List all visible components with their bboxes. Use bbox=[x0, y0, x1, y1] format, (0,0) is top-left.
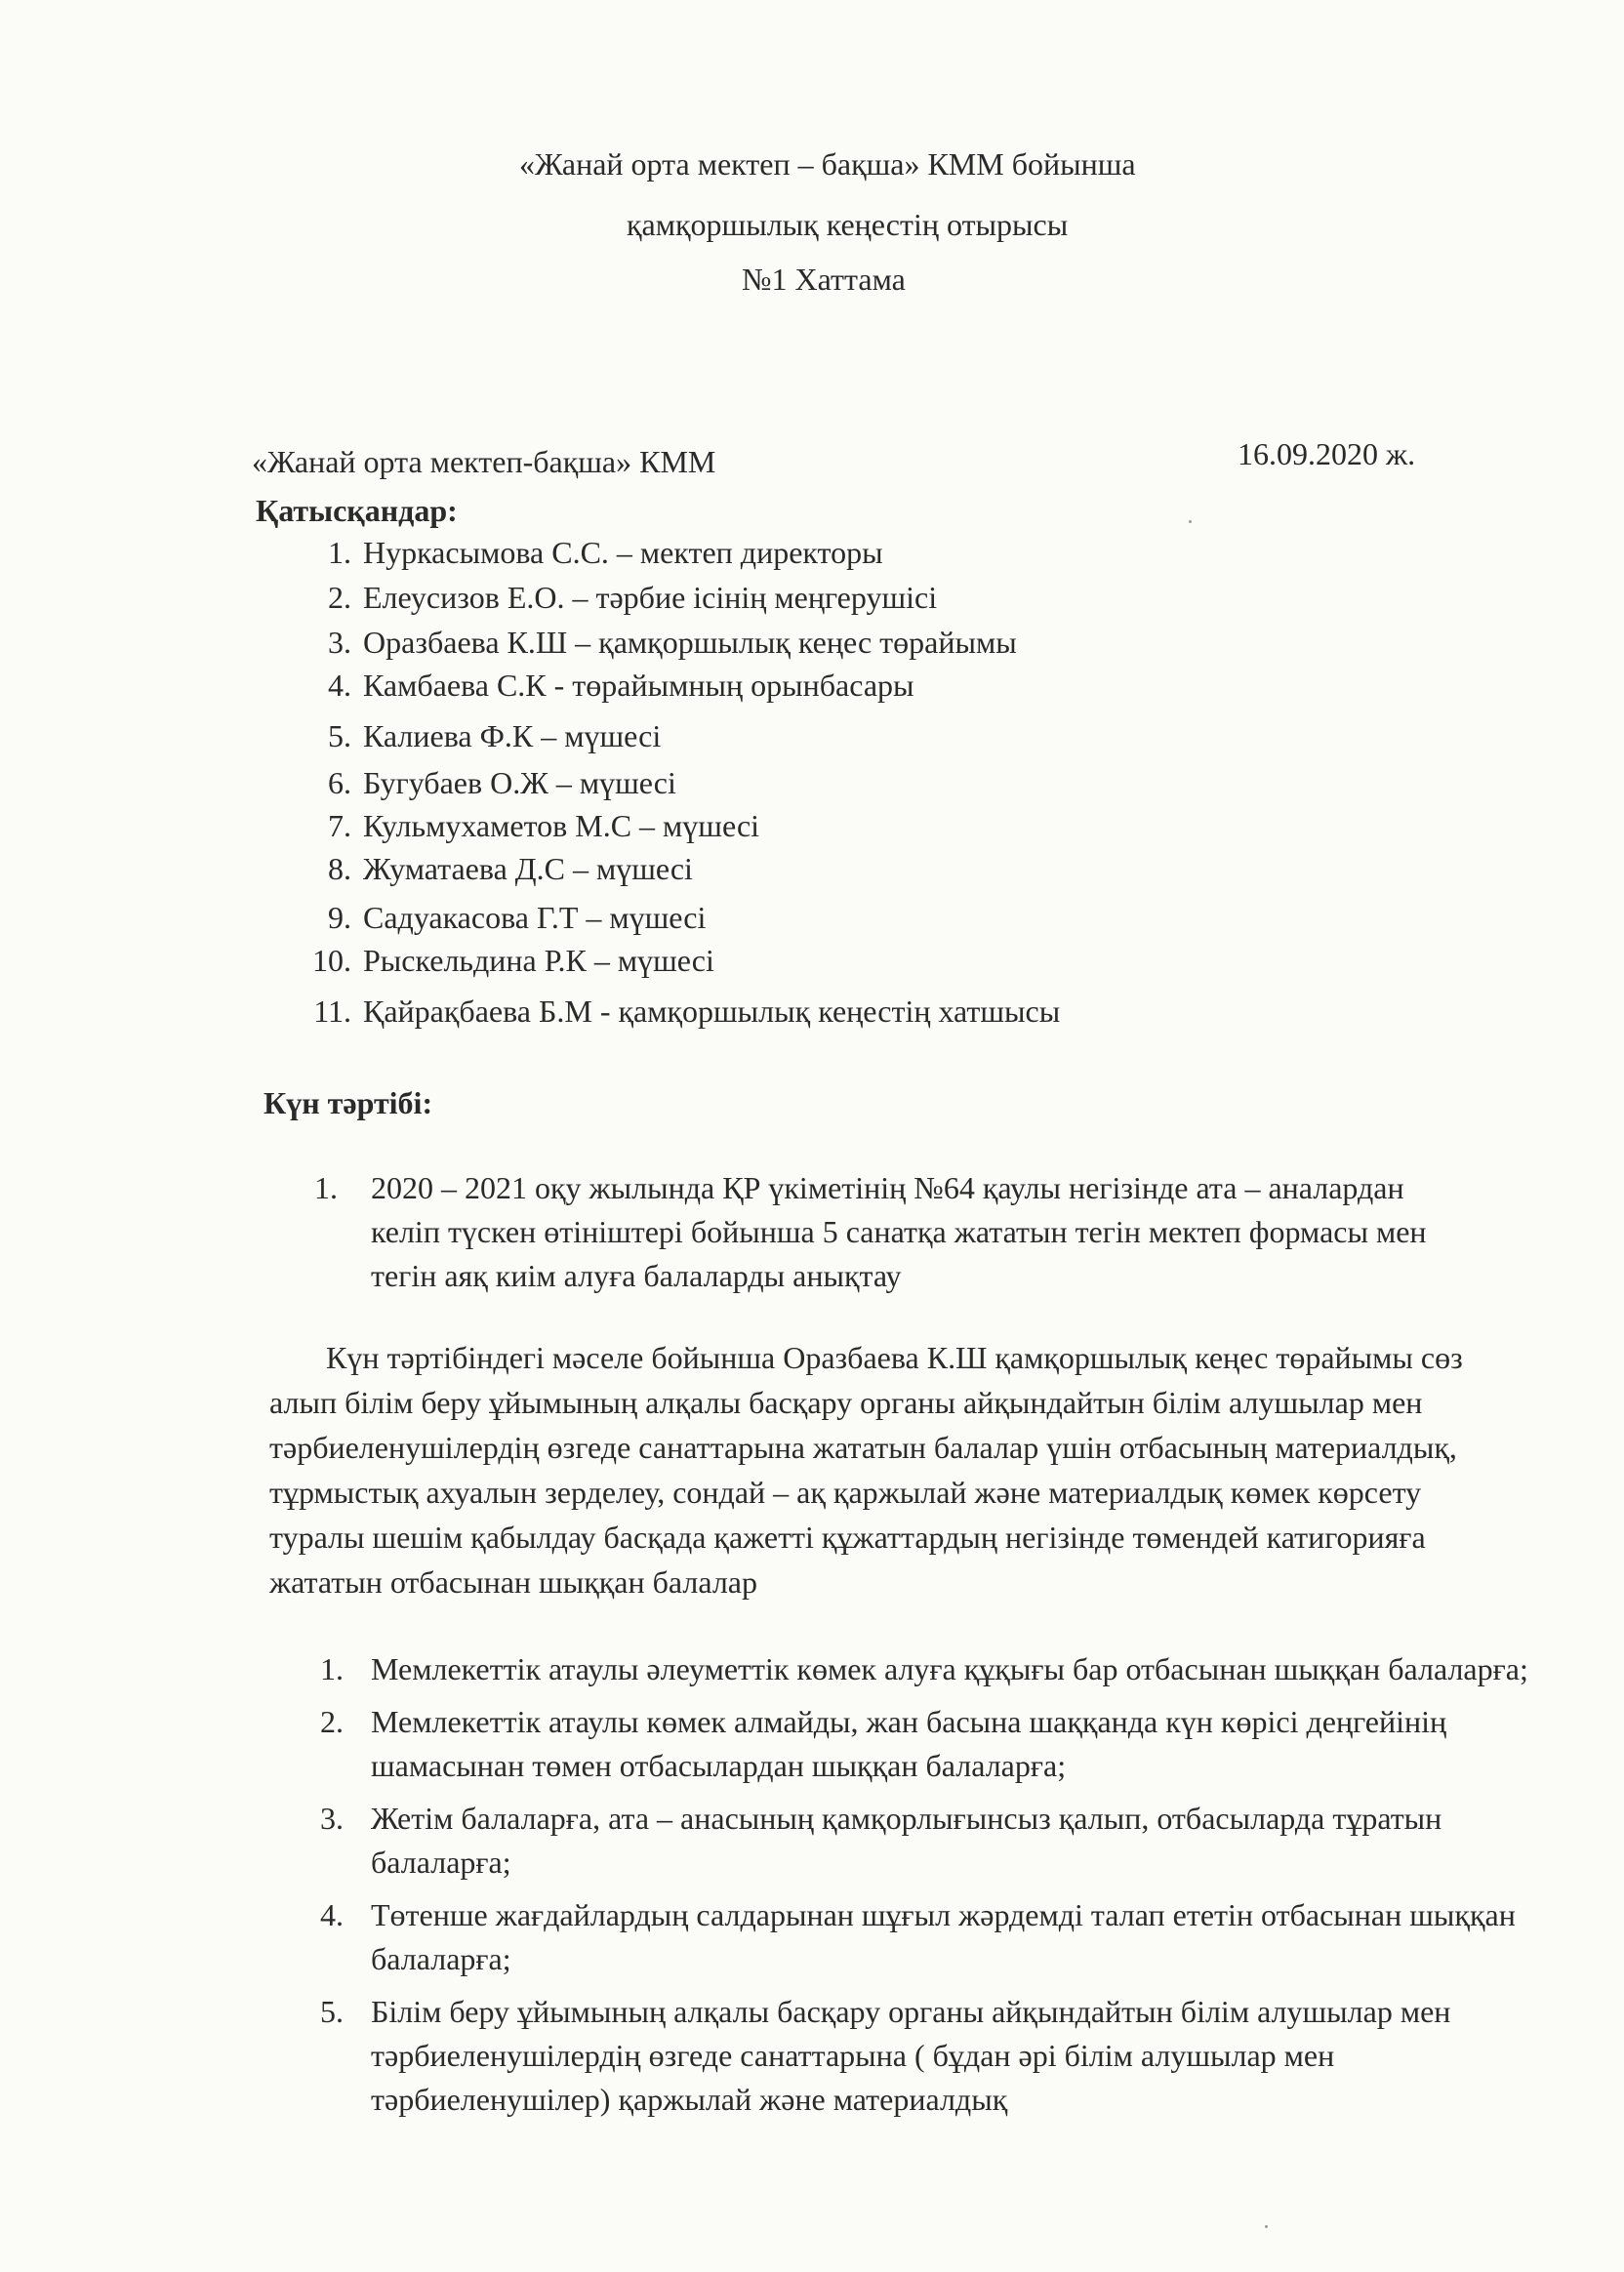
list-item: 8. Жуматаева Д.С – мүшесі bbox=[328, 851, 693, 886]
categories-list bbox=[320, 1647, 1550, 2130]
protocol-number: №1 Хаттама bbox=[742, 262, 906, 297]
attendees-heading: Қатысқандар: bbox=[256, 493, 458, 528]
list-item: 4. Төтенше жағдайлардың салдарынан шұғыл жәрдемді талап ететін отбасынан шыққан балаларға; bbox=[320, 1897, 1516, 1976]
list-item: 2. Елеусизов Е.О. – тәрбие ісінің меңгерушісі bbox=[328, 580, 938, 615]
agenda-list bbox=[314, 1166, 1466, 1298]
header-title-line2: қамқоршылық кеңестің отырысы bbox=[627, 207, 1069, 242]
list-item: 5. Білім беру ұйымының алқалы басқару органы айқындайтын білім алушылар мен тәрбиеленушілердің өзгеде санаттарына ( бұдан әрі білім алушылар мен тәрбиеленушілер) қаржылай және материалдық bbox=[320, 1994, 1451, 2117]
agenda-heading: Күн тәртібі: bbox=[264, 1085, 433, 1120]
list-item: 1. Нуркасымова С.С. – мектеп директоры bbox=[328, 535, 883, 570]
list-item: 7. Кульмухаметов М.С – мүшесі bbox=[328, 808, 760, 843]
list-item: 1. Мемлекеттік атаулы әлеуметтік көмек алуға құқығы бар отбасынан шыққан балаларға; bbox=[320, 1651, 1528, 1686]
list-item: 10. Рыскельдина Р.К – мүшесі bbox=[312, 943, 714, 978]
scan-speck bbox=[1189, 520, 1192, 523]
list-item: 5. Калиева Ф.К – мүшесі bbox=[328, 718, 662, 753]
list-item: 3. Оразбаева К.Ш – қамқоршылық кеңес төрайымы bbox=[328, 625, 1017, 660]
list-item: 9. Садуакасова Г.Т – мүшесі bbox=[328, 900, 707, 935]
header-title-line1: «Жанай орта мектеп – бақша» КММ бойынша bbox=[519, 146, 1136, 182]
list-item: 6. Бугубаев О.Ж – мүшесі bbox=[328, 765, 676, 800]
list-item: 4. Камбаева С.К - төрайымның орынбасары bbox=[328, 668, 914, 703]
agenda-item-number: 1. bbox=[314, 1170, 338, 1205]
agenda-item-text: 2020 – 2021 оқу жылында ҚР үкіметінің №64 қаулы негізінде ата – аналардан келіп түскен өтініштері бойынша 5 санатқа жататын тегін мектеп формасы мен тегін аяқ киім алуға балаларды анықтау bbox=[371, 1170, 1427, 1293]
body-paragraph: Күн тәртібіндегі мәселе бойынша Оразбаева К.Ш қамқоршылық кеңес төрайымы сөз алып білім беру ұйымының алқалы басқару органы айқындайтын білім алушылар мен тәрбиеленушілердің өзгеде санаттарына жататын балалар үшін отбасының материалдық, тұрмыстық ахуалын зерделеу, сондай – ақ қаржылай және материалдық көмек көрсету туралы шешім қабылдау басқада қажетті құжаттардың негізінде төмендей катигорияға жататын отбасынан шыққан балалар bbox=[269, 1340, 1463, 1600]
organization-name: «Жанай орта мектеп-бақша» КММ bbox=[252, 444, 716, 479]
scan-speck bbox=[1265, 2225, 1268, 2228]
list-item: 2. Мемлекеттік атаулы көмек алмайды, жан басына шаққанда күн көрісі деңгейінің шамасынан төмен отбасылардан шыққан балаларға; bbox=[320, 1704, 1447, 1783]
list-item: 11. Қайрақбаева Б.М - қамқоршылық кеңестің хатшысы bbox=[313, 994, 1061, 1029]
list-item: 3. Жетім балаларға, ата – анасының қамқорлығынсыз қалып, отбасыларда тұратын балаларға; bbox=[320, 1801, 1442, 1880]
document-date: 16.09.2020 ж. bbox=[1238, 436, 1416, 471]
